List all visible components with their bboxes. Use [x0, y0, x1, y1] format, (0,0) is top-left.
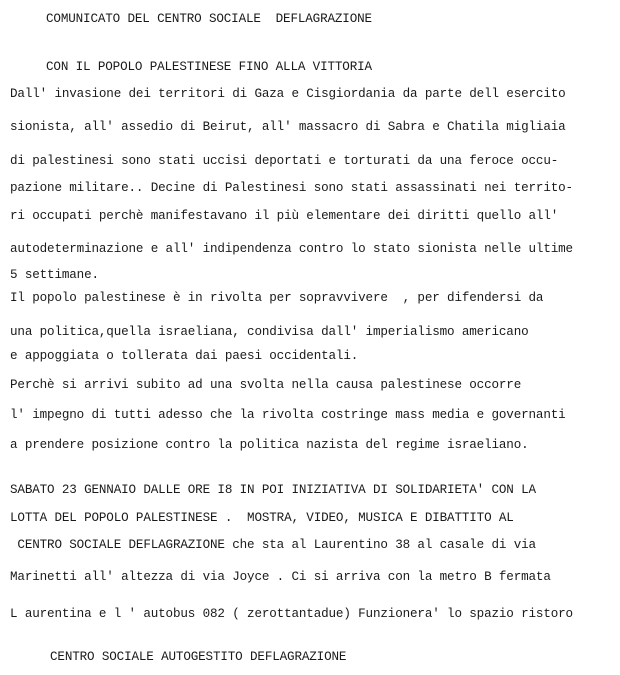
communique-slogan: CON IL POPOLO PALESTINESE FINO ALLA VITTORIA: [46, 60, 372, 74]
event-line: LOTTA DEL POPOLO PALESTINESE . MOSTRA, VIDEO, MUSICA E DIBATTITO AL: [10, 511, 514, 525]
communique-heading: COMUNICATO DEL CENTRO SOCIALE DEFLAGRAZIONE: [46, 12, 372, 26]
body-line: ri occupati perchè manifestavano il più elementare dei diritti quello all': [10, 209, 559, 223]
body-line: di palestinesi sono stati uccisi deportati e torturati da una feroce occu-: [10, 154, 559, 168]
body-line: Dall' invasione dei territori di Gaza e Cisgiordania da parte dell esercito: [10, 87, 566, 101]
event-line: L aurentina e l ' autobus 082 ( zerottantadue) Funzionera' lo spazio ristoro: [10, 607, 573, 621]
body-line: e appoggiata o tollerata dai paesi occidentali.: [10, 349, 359, 363]
body-line: sionista, all' assedio di Beirut, all' massacro di Sabra e Chatila migliaia: [10, 120, 566, 134]
body-line: a prendere posizione contro la politica nazista del regime israeliano.: [10, 438, 529, 452]
body-line: Perchè si arrivi subito ad una svolta nella causa palestinese occorre: [10, 378, 522, 392]
body-line: pazione militare.. Decine di Palestinesi sono stati assassinati nei territo-: [10, 181, 573, 195]
body-line: una politica,quella israeliana, condivisa dall' imperialismo americano: [10, 325, 529, 339]
body-line: Il popolo palestinese è in rivolta per sopravvivere , per difendersi da: [10, 291, 544, 305]
body-line: 5 settimane.: [10, 268, 99, 282]
event-line: SABATO 23 GENNAIO DALLE ORE I8 IN POI INIZIATIVA DI SOLIDARIETA' CON LA: [10, 483, 536, 497]
body-line: autodeterminazione e all' indipendenza contro lo stato sionista nelle ultime: [10, 242, 573, 256]
signature: CENTRO SOCIALE AUTOGESTITO DEFLAGRAZIONE: [50, 650, 347, 664]
body-line: l' impegno di tutti adesso che la rivolta costringe mass media e governanti: [10, 408, 566, 422]
event-line: CENTRO SOCIALE DEFLAGRAZIONE che sta al Laurentino 38 al casale di via: [10, 538, 536, 552]
event-line: Marinetti all' altezza di via Joyce . Ci si arriva con la metro B fermata: [10, 570, 551, 584]
